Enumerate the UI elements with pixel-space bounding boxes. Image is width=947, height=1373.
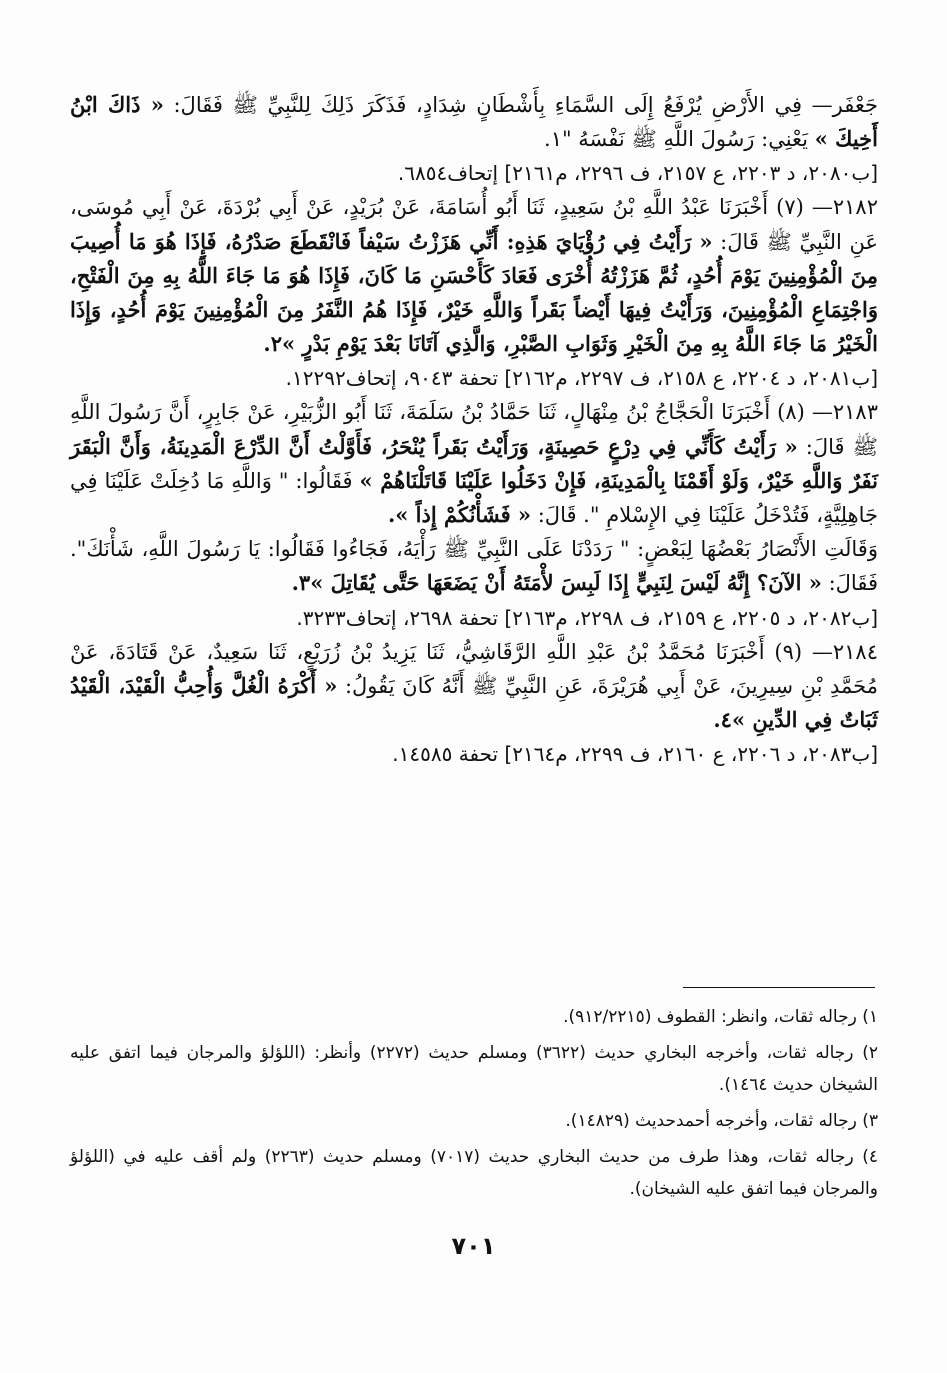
hadith-2183 bbox=[70, 395, 878, 532]
isnad-text: ٢١٨٣— (٨) أَخْبَرَنَا الْحَجَّاجُ بْنُ مِنْهَالٍ، ثَنَا حَمَّادُ بْنُ سَلَمَةَ، ثَنَا أَبُو الزُّبَيْرِ، عَنْ جَابِرٍ، أَنَّ رَسُولَ اللَّهِ ﷺ قَالَ: bbox=[70, 400, 878, 459]
hadith-text: وَقَالَتِ الأَنْصَارُ بَعْضُهَا لِبَعْضٍ: " رَدَدْنَا عَلَى النَّبِيِّ ﷺ رَأْيَهُ، فَجَاءُوا فَقَالُوا: يَا رَسُولَ اللَّهِ، شَأْنَكَ". فَقَالَ: bbox=[70, 537, 878, 596]
prophet-quote: « ذَاكَ ابْنُ أَخِيكَ » bbox=[70, 92, 878, 152]
hadith-2183-continued bbox=[70, 532, 878, 600]
isnad-text: ٢١٨٤— (٩) أَخْبَرَنَا مُحَمَّدُ بْنُ عَبْدِ اللَّهِ الرَّقَاشِيُّ، ثَنَا يَزِيدُ بْنُ زُرَيْعٍ، ثَنَا سَعِيدٌ، عَنْ قَتَادَةَ، عَنْ مُحَمَّدِ بْنِ سِيرِينَ، عَنْ أَبِي هُرَيْرَةَ، عَنِ النَّبِيِّ ﷺ أَنَّهُ كَانَ يَقُولُ: bbox=[70, 639, 878, 698]
footnotes bbox=[70, 1001, 878, 1209]
hadith-text: فَقَالُوا: " وَاللَّهِ مَا دُخِلَتْ عَلَيْنَا فِي جَاهِلِيَّةٍ، فَتُدْخَلُ عَلَيْنَا فِي الإِسْلامِ ". قَالَ: bbox=[70, 468, 878, 528]
prophet-quote: « رَأَيْتُ فِي رُؤْيَايَ هَذِهِ: أَنِّي هَزَزْتُ سَيْفاً فَانْقَطَعَ صَدْرُهُ، فَإِذَا هُوَ مَا أُصِيبَ مِنَ الْمُؤْمِنِينَ يَوْمَ أُحُدٍ، ثُمَّ هَزَزْتُهُ أُخْرَى فَعَادَ كَأَحْسَنِ مَا كَانَ، فَإِذَا هُوَ مَا جَاءَ اللَّهُ بِهِ مِنَ الْفَتْحِ، وَاجْتِمَاعِ الْمُؤْمِنِينَ، وَرَأَيْتُ فِيهَا أَيْضاً بَقَراً وَاللَّهِ خَيْرٌ، فَإِذَا هُمُ النَّفَرُ مِنَ الْمُؤْمِنِينَ يَوْمَ أُحُدٍ، وَإِذَا الْخَيْرُ مَا جَاءَ اللَّهُ بِهِ مِنَ الْخَيْرِ وَثَوَابِ الصَّبْرِ، وَالَّذِي آتَانَا بَعْدَ يَوْمِ بَدْرٍ »٢. bbox=[70, 228, 878, 357]
footnote: ٢) رجاله ثقات، وأخرجه البخاري حديث (٣٦٢٢) ومسلم حديث (٢٢٧٢) وأنظر: (اللؤلؤ والمرجان فيما اتفق عليه الشيخان حديث ١٤٦٤). bbox=[70, 1043, 878, 1095]
footnote: ١) رجاله ثقات، وانظر: القطوف (٩١٢/٢٢١٥). bbox=[563, 1007, 878, 1027]
footnote: ٤) رجاله ثقات، وهذا طرف من حديث البخاري حديث (٧٠١٧) ومسلم حديث (٢٢٦٣) ولم أقف عليه في (اللؤلؤ والمرجان فيما اتفق عليه الشيخان). bbox=[70, 1147, 878, 1199]
footnote-divider bbox=[683, 987, 875, 988]
hadith-text: جَعْفَر— فِي الأَرْضِ يُرْفَعُ إِلَى السَّمَاءِ بِأَشْطَانٍ شِدَادٍ، فَذَكَرَ ذَلِكَ لِلنَّبِيِّ ﷺ فَقَالَ: bbox=[173, 93, 878, 117]
prophet-quote: « الآنَ؟ إِنَّهُ لَيْسَ لِنَبِيٍّ إِذَا لَبِسَ لأْمَتَهُ أَنْ يَضَعَهَا حَتَّى يُقَاتِلَ »٣. bbox=[291, 570, 822, 596]
prophet-quote: « أَكْرَهُ الْغُلَّ وَأُحِبُّ الْقَيْدَ، الْقَيْدُ ثَبَاتٌ فِي الدِّينِ »٤. bbox=[70, 672, 878, 733]
reference-line: [ب٢٠٨٠، د ٢٢٠٣، ع ٢١٥٧، ف ٢٢٩٦، م٢١٦١] إتحاف٦٨٥٤. bbox=[397, 161, 878, 186]
hadith-text: يَعْنِي: رَسُولَ اللَّهِ ﷺ نَفْسَهُ "١. bbox=[544, 127, 809, 152]
reference-line: [ب٢٠٨٣، د ٢٢٠٦، ع ٢١٦٠، ف ٢٢٩٩، م٢١٦٤] تحفة ١٤٥٨٥. bbox=[392, 742, 878, 767]
hadith-2184 bbox=[70, 635, 878, 738]
paragraph-continuation bbox=[70, 88, 878, 156]
main-text bbox=[70, 88, 878, 771]
page-number: ٧٠١ bbox=[451, 1232, 496, 1260]
isnad-text: ٢١٨٢— (٧) أَخْبَرَنَا عَبْدُ اللَّهِ بْنُ سَعِيدٍ، ثَنَا أَبُو أُسَامَةَ، عَنْ بُرَيْدٍ، عَنْ أَبِي بُرْدَةَ، عَنْ أَبِي مُوسَى، عَنِ النَّبِيِّ ﷺ قَالَ: bbox=[70, 195, 879, 254]
prophet-quote: « رَأَيْتُ كَأَنِّي فِي دِرْعٍ حَصِينَةٍ، وَرَأَيْتُ بَقَراً يُنْحَرُ، فَأَوَّلْتُ أَنَّ الدِّرْعَ الْمَدِينَةُ، وَأَنَّ الْبَقَرَ نَفَرٌ وَاللَّهِ خَيْرٌ، وَلَوْ أَقَمْنَا بِالْمَدِينَةِ، فَإِنْ دَخَلُوا عَلَيْنَا قَاتَلْنَاهُمْ » bbox=[70, 433, 878, 493]
reference-line: [ب٢٠٨١، د ٢٢٠٤، ع ٢١٥٨، ف ٢٢٩٧، م٢١٦٢] تحفة ٩٠٤٣، إتحاف١٢٢٩٢. bbox=[285, 366, 878, 391]
reference-line: [ب٢٠٨٢، د ٢٢٠٥، ع ٢١٥٩، ف ٢٢٩٨، م٢١٦٣] تحفة ٢٦٩٨، إتحاف٣٢٣٣. bbox=[296, 605, 878, 630]
hadith-2182 bbox=[70, 190, 878, 361]
prophet-quote: « فَشَأْنُكُمْ إِذاً ». bbox=[387, 502, 532, 528]
footnote: ٣) رجاله ثقات، وأخرجه أحمدحديث (١٤٨٢٩). bbox=[565, 1111, 878, 1131]
